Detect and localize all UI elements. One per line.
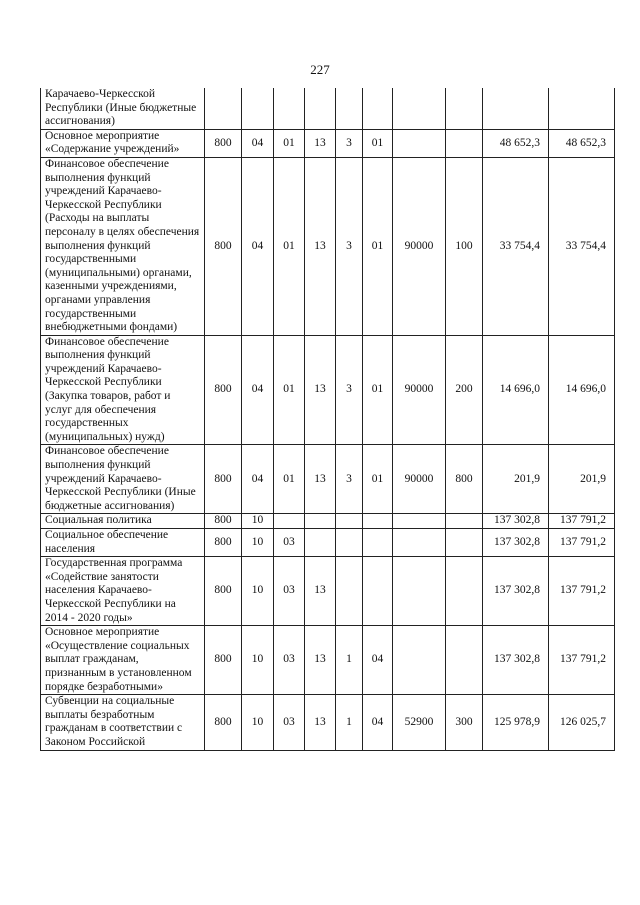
cell-sum-year-1: 201,9	[483, 445, 549, 514]
cell-subsection-code: 03	[274, 557, 305, 626]
cell-subsection-code	[274, 88, 305, 129]
table-row	[41, 445, 615, 514]
cell-program-code: 13	[305, 129, 336, 157]
cell-subsection-code: 03	[274, 529, 305, 557]
table-row	[41, 88, 615, 129]
cell-program-code: 13	[305, 445, 336, 514]
cell-sum-year-2: 137 791,2	[549, 529, 615, 557]
page-number: 227	[310, 62, 330, 77]
cell-program-code: 13	[305, 335, 336, 445]
cell-program-code	[305, 529, 336, 557]
cell-subsection-code: 01	[274, 157, 305, 335]
cell-expense-type-code	[446, 129, 483, 157]
cell-subprogram-code: 3	[336, 157, 363, 335]
cell-section-code: 10	[242, 626, 274, 695]
cell-sum-year-2: 137 791,2	[549, 557, 615, 626]
cell-sum-year-1: 137 302,8	[483, 529, 549, 557]
cell-subsection-code: 01	[274, 445, 305, 514]
cell-event-code: 01	[363, 335, 393, 445]
cell-expense-type-code: 300	[446, 695, 483, 750]
cell-event-code: 04	[363, 695, 393, 750]
cell-expense-type-code	[446, 557, 483, 626]
cell-event-code: 01	[363, 445, 393, 514]
cell-sum-year-1: 125 978,9	[483, 695, 549, 750]
cell-ministry-code: 800	[205, 557, 242, 626]
table-row	[41, 557, 615, 626]
cell-ministry-code: 800	[205, 514, 242, 529]
cell-name: Финансовое обеспечение выполнения функций учреждений Карачаево-Черкесской Республики (Иные бюджетные ассигнования)	[41, 445, 205, 514]
cell-expense-type-code: 200	[446, 335, 483, 445]
cell-expense-type-code	[446, 88, 483, 129]
cell-sum-year-2: 14 696,0	[549, 335, 615, 445]
cell-section-code: 04	[242, 445, 274, 514]
cell-direction-code: 52900	[393, 695, 446, 750]
cell-sum-year-1: 137 302,8	[483, 557, 549, 626]
cell-sum-year-2: 126 025,7	[549, 695, 615, 750]
cell-sum-year-2: 48 652,3	[549, 129, 615, 157]
cell-name: Субвенции на социальные выплаты безработным гражданам в соответствии с Законом Российской	[41, 695, 205, 750]
cell-subprogram-code: 3	[336, 335, 363, 445]
cell-subprogram-code: 3	[336, 129, 363, 157]
table-row	[41, 514, 615, 529]
cell-ministry-code: 800	[205, 445, 242, 514]
cell-ministry-code: 800	[205, 129, 242, 157]
cell-direction-code: 90000	[393, 157, 446, 335]
cell-name: Социальная политика	[41, 514, 205, 529]
cell-expense-type-code	[446, 626, 483, 695]
table-row	[41, 335, 615, 445]
cell-direction-code	[393, 529, 446, 557]
cell-name: Основное мероприятие «Содержание учреждений»	[41, 129, 205, 157]
cell-ministry-code: 800	[205, 695, 242, 750]
cell-name: Государственная программа «Содействие занятости населения Карачаево-Черкесской Республики на 2014 - 2020 годы»	[41, 557, 205, 626]
table-row	[41, 626, 615, 695]
cell-subprogram-code: 1	[336, 695, 363, 750]
cell-expense-type-code	[446, 529, 483, 557]
cell-direction-code	[393, 129, 446, 157]
cell-event-code: 01	[363, 129, 393, 157]
cell-sum-year-2: 137 791,2	[549, 626, 615, 695]
cell-section-code: 10	[242, 695, 274, 750]
cell-subprogram-code	[336, 88, 363, 129]
cell-sum-year-2: 201,9	[549, 445, 615, 514]
cell-sum-year-1: 48 652,3	[483, 129, 549, 157]
cell-event-code	[363, 557, 393, 626]
cell-section-code: 10	[242, 529, 274, 557]
cell-program-code	[305, 514, 336, 529]
cell-subsection-code: 01	[274, 129, 305, 157]
cell-subprogram-code: 1	[336, 626, 363, 695]
cell-program-code: 13	[305, 695, 336, 750]
cell-program-code: 13	[305, 157, 336, 335]
cell-event-code	[363, 88, 393, 129]
cell-name: Социальное обеспечение населения	[41, 529, 205, 557]
cell-section-code: 10	[242, 514, 274, 529]
cell-section-code	[242, 88, 274, 129]
cell-subprogram-code	[336, 529, 363, 557]
table-body	[41, 88, 615, 750]
cell-direction-code: 90000	[393, 335, 446, 445]
cell-sum-year-2	[549, 88, 615, 129]
cell-sum-year-1: 14 696,0	[483, 335, 549, 445]
table-row	[41, 695, 615, 750]
table-row	[41, 529, 615, 557]
cell-section-code: 10	[242, 557, 274, 626]
cell-ministry-code: 800	[205, 626, 242, 695]
cell-sum-year-1: 137 302,8	[483, 626, 549, 695]
cell-sum-year-2: 33 754,4	[549, 157, 615, 335]
cell-name: Основное мероприятие «Осуществление социальных выплат гражданам, признанным в установленном порядке безработными»	[41, 626, 205, 695]
cell-direction-code: 90000	[393, 445, 446, 514]
cell-direction-code	[393, 557, 446, 626]
cell-subprogram-code	[336, 557, 363, 626]
cell-subprogram-code: 3	[336, 445, 363, 514]
cell-direction-code	[393, 514, 446, 529]
cell-program-code: 13	[305, 557, 336, 626]
cell-program-code	[305, 88, 336, 129]
table-row	[41, 157, 615, 335]
cell-section-code: 04	[242, 157, 274, 335]
cell-sum-year-1: 137 302,8	[483, 514, 549, 529]
cell-sum-year-1	[483, 88, 549, 129]
cell-ministry-code: 800	[205, 529, 242, 557]
cell-expense-type-code	[446, 514, 483, 529]
cell-sum-year-2: 137 791,2	[549, 514, 615, 529]
cell-name: Финансовое обеспечение выполнения функций учреждений Карачаево-Черкесской Республики (Расходы на выплаты персоналу в целях обеспечения выполнения функций государственными (муниципальными) органами, казенными учреждениями, органами управления государственными внебюджетными фондами)	[41, 157, 205, 335]
cell-expense-type-code: 800	[446, 445, 483, 514]
cell-subsection-code: 03	[274, 695, 305, 750]
cell-subsection-code	[274, 514, 305, 529]
cell-event-code: 01	[363, 157, 393, 335]
cell-direction-code	[393, 88, 446, 129]
cell-section-code: 04	[242, 335, 274, 445]
cell-name: Карачаево-Черкесской Республики (Иные бюджетные ассигнования)	[41, 88, 205, 129]
cell-subprogram-code	[336, 514, 363, 529]
cell-ministry-code: 800	[205, 335, 242, 445]
cell-event-code	[363, 514, 393, 529]
cell-subsection-code: 03	[274, 626, 305, 695]
cell-name: Финансовое обеспечение выполнения функций учреждений Карачаево-Черкесской Республики (Закупка товаров, работ и услуг для обеспечения государственных (муниципальных) нужд)	[41, 335, 205, 445]
cell-event-code: 04	[363, 626, 393, 695]
cell-program-code: 13	[305, 626, 336, 695]
cell-expense-type-code: 100	[446, 157, 483, 335]
cell-sum-year-1: 33 754,4	[483, 157, 549, 335]
cell-ministry-code: 800	[205, 157, 242, 335]
cell-section-code: 04	[242, 129, 274, 157]
cell-ministry-code	[205, 88, 242, 129]
cell-direction-code	[393, 626, 446, 695]
cell-event-code	[363, 529, 393, 557]
cell-subsection-code: 01	[274, 335, 305, 445]
budget-table	[40, 88, 615, 751]
table-row	[41, 129, 615, 157]
